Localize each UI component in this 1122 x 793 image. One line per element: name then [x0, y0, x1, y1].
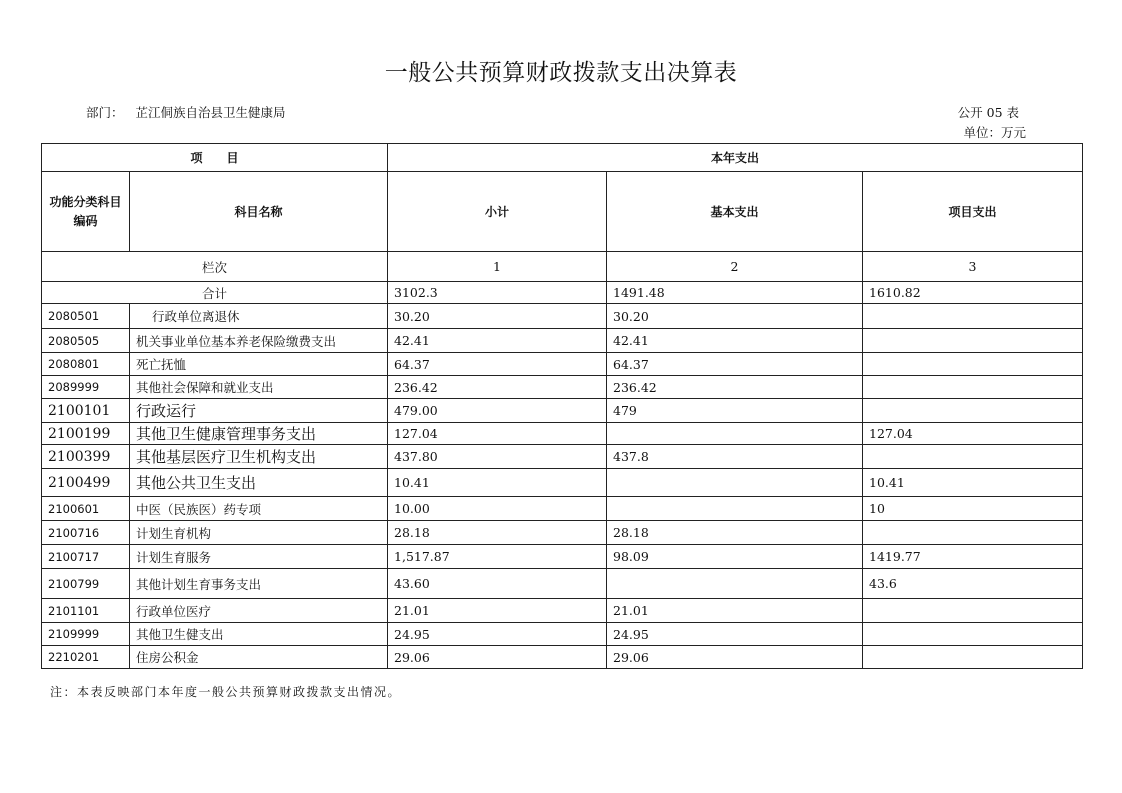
row-name: 机关事业单位基本养老保险缴费支出 [130, 329, 388, 353]
table-row [42, 399, 1083, 423]
row-name: 其他卫生健支出 [130, 623, 388, 646]
row-subtotal: 28.18 [388, 521, 607, 545]
header-function-code: 功能分类科目编码 [42, 172, 130, 252]
row-code: 2100199 [42, 423, 130, 445]
total-row [42, 282, 1083, 304]
table-row [42, 497, 1083, 521]
row-project: 1419.77 [863, 545, 1083, 569]
row-code: 2100799 [42, 569, 130, 599]
row-name: 计划生育机构 [130, 521, 388, 545]
row-basic [607, 469, 863, 497]
column-1: 1 [388, 252, 607, 282]
row-basic: 24.95 [607, 623, 863, 646]
row-subtotal: 479.00 [388, 399, 607, 423]
row-basic: 29.06 [607, 646, 863, 669]
row-basic: 28.18 [607, 521, 863, 545]
table-row [42, 545, 1083, 569]
row-name: 住房公积金 [130, 646, 388, 669]
header-subject-name: 科目名称 [130, 172, 388, 252]
row-name: 其他基层医疗卫生机构支出 [130, 445, 388, 469]
expenditure-table [41, 143, 1083, 669]
row-name: 其他计划生育事务支出 [130, 569, 388, 599]
row-code: 2109999 [42, 623, 130, 646]
row-code: 2100499 [42, 469, 130, 497]
department-label: 部门： [86, 105, 124, 120]
row-name: 行政单位离退休 [130, 304, 388, 329]
row-name: 其他卫生健康管理事务支出 [130, 423, 388, 445]
row-name: 中医（民族医）药专项 [130, 497, 388, 521]
row-code: 2080801 [42, 353, 130, 376]
row-code: 2100716 [42, 521, 130, 545]
header-item: 项 目 [42, 144, 388, 172]
table-row [42, 623, 1083, 646]
table-row [42, 469, 1083, 497]
row-project [863, 329, 1083, 353]
row-code: 2100399 [42, 445, 130, 469]
header-row-1 [42, 144, 1083, 172]
unit-label: 单位：万元 [963, 125, 1026, 140]
row-project [863, 623, 1083, 646]
row-project [863, 399, 1083, 423]
row-code: 2100101 [42, 399, 130, 423]
form-number: 公开 05 表 [957, 105, 1019, 120]
table-row [42, 304, 1083, 329]
row-project [863, 304, 1083, 329]
column-2: 2 [607, 252, 863, 282]
row-subtotal: 64.37 [388, 353, 607, 376]
table-row [42, 423, 1083, 445]
row-subtotal: 1,517.87 [388, 545, 607, 569]
row-subtotal: 21.01 [388, 599, 607, 623]
row-code: 2100601 [42, 497, 130, 521]
total-label: 合计 [42, 282, 388, 304]
department-info [86, 103, 286, 121]
row-subtotal: 437.80 [388, 445, 607, 469]
page-title: 一般公共预算财政拨款支出决算表 [384, 60, 738, 86]
table-row [42, 599, 1083, 623]
row-basic: 21.01 [607, 599, 863, 623]
row-code: 2100717 [42, 545, 130, 569]
row-name: 其他社会保障和就业支出 [130, 376, 388, 399]
row-basic: 479 [607, 399, 863, 423]
table-row [42, 569, 1083, 599]
row-basic [607, 569, 863, 599]
row-code: 2210201 [42, 646, 130, 669]
total-subtotal: 3102.3 [388, 282, 607, 304]
row-subtotal: 24.95 [388, 623, 607, 646]
row-project [863, 353, 1083, 376]
row-subtotal: 10.00 [388, 497, 607, 521]
row-subtotal: 29.06 [388, 646, 607, 669]
header-row-2 [42, 172, 1083, 252]
table-row [42, 646, 1083, 669]
row-name: 其他公共卫生支出 [130, 469, 388, 497]
footnote: 注：本表反映部门本年度一般公共预算财政拨款支出情况。 [50, 685, 402, 699]
row-code: 2080501 [42, 304, 130, 329]
row-project: 43.6 [863, 569, 1083, 599]
column-3: 3 [863, 252, 1083, 282]
row-project: 10.41 [863, 469, 1083, 497]
row-subtotal: 10.41 [388, 469, 607, 497]
column-label: 栏次 [42, 252, 388, 282]
row-project [863, 521, 1083, 545]
row-basic [607, 423, 863, 445]
row-basic: 98.09 [607, 545, 863, 569]
row-subtotal: 42.41 [388, 329, 607, 353]
table-row [42, 445, 1083, 469]
row-basic [607, 497, 863, 521]
row-subtotal: 43.60 [388, 569, 607, 599]
row-code: 2080505 [42, 329, 130, 353]
row-project [863, 376, 1083, 399]
row-project: 127.04 [863, 423, 1083, 445]
row-subtotal: 236.42 [388, 376, 607, 399]
row-basic: 236.42 [607, 376, 863, 399]
header-year-expenditure: 本年支出 [388, 144, 1083, 172]
row-project [863, 445, 1083, 469]
row-basic: 437.8 [607, 445, 863, 469]
table-row [42, 521, 1083, 545]
department-name: 芷江侗族自治县卫生健康局 [135, 105, 286, 120]
row-basic: 42.41 [607, 329, 863, 353]
row-project: 10 [863, 497, 1083, 521]
table-row [42, 376, 1083, 399]
total-project: 1610.82 [863, 282, 1083, 304]
row-project [863, 599, 1083, 623]
row-project [863, 646, 1083, 669]
row-basic: 64.37 [607, 353, 863, 376]
header-project: 项目支出 [863, 172, 1083, 252]
row-subtotal: 127.04 [388, 423, 607, 445]
row-name: 行政单位医疗 [130, 599, 388, 623]
row-basic: 30.20 [607, 304, 863, 329]
total-basic: 1491.48 [607, 282, 863, 304]
row-subtotal: 30.20 [388, 304, 607, 329]
row-name: 死亡抚恤 [130, 353, 388, 376]
table-row [42, 329, 1083, 353]
table-row [42, 353, 1083, 376]
header-basic: 基本支出 [607, 172, 863, 252]
row-name: 行政运行 [130, 399, 388, 423]
column-number-row [42, 252, 1083, 282]
row-name: 计划生育服务 [130, 545, 388, 569]
row-code: 2089999 [42, 376, 130, 399]
header-subtotal: 小计 [388, 172, 607, 252]
row-code: 2101101 [42, 599, 130, 623]
